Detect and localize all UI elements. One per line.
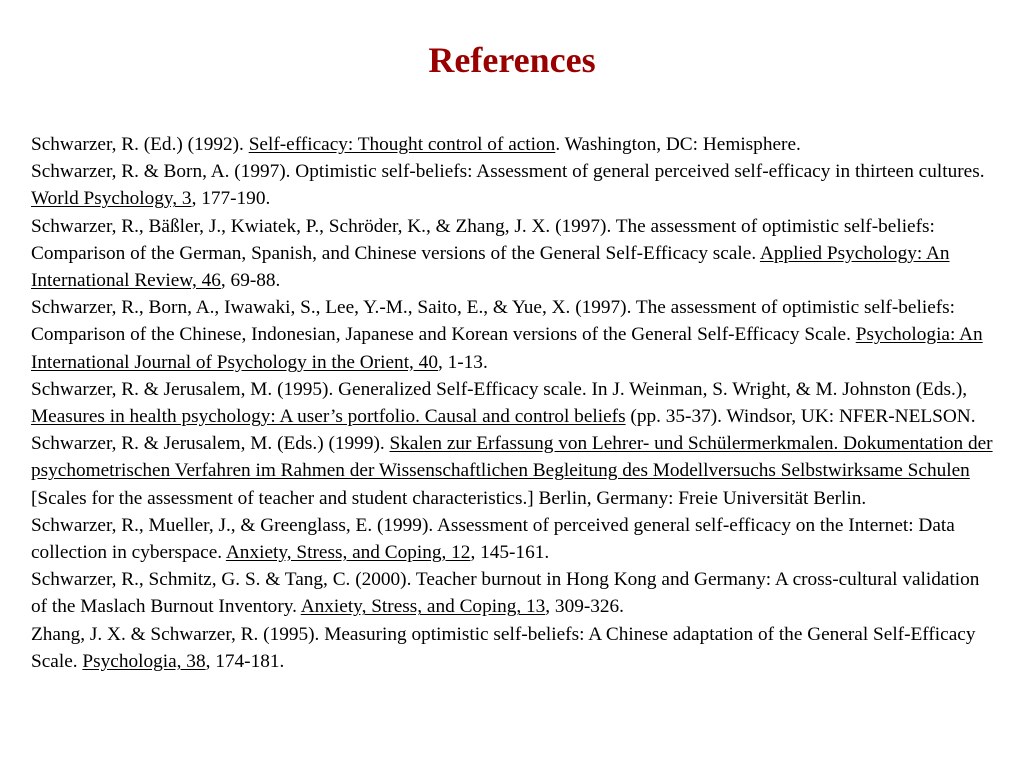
- reference-list: [31, 131, 999, 675]
- reference-source-title: Skalen zur Erfassung von Lehrer- und Schülermerkmalen. Dokumentation der psychometrischen Verfahren im Rahmen der Wissenschaftlichen Begleitung des Modellversuchs Selbstwirksame Schulen: [31, 433, 993, 482]
- reference-text: Zhang, J. X. & Schwarzer, R. (1995). Measuring optimistic self-beliefs: A Chinese adaptation of the General Self-Efficacy Scale.: [31, 623, 976, 672]
- reference-text: , 309-326.: [545, 596, 625, 618]
- reference-text: Schwarzer, R., Schmitz, G. S. & Tang, C. (2000). Teacher burnout in Hong Kong and Germany: A cross-cultural validation of the Maslach Burnout Inventory.: [31, 569, 980, 618]
- reference-item: [31, 512, 999, 566]
- reference-text: Schwarzer, R. & Born, A. (1997). Optimistic self-beliefs: Assessment of general perceived self-efficacy in thirteen cultures.: [31, 161, 985, 183]
- reference-text: , 69-88.: [220, 270, 281, 292]
- reference-item: [31, 621, 999, 675]
- reference-item: [31, 294, 999, 376]
- reference-text: Schwarzer, R. & Jerusalem, M. (1995). Generalized Self-Efficacy scale. In J. Weinman, S. Wright, & M. Johnston (Eds.),: [31, 378, 968, 400]
- reference-source-title: Self-efficacy: Thought control of action: [248, 134, 556, 155]
- page-title: References: [428, 40, 596, 80]
- reference-text: , 174-181.: [205, 650, 285, 672]
- reference-source-title: Anxiety, Stress, and Coping, 12: [225, 542, 471, 564]
- reference-text: Schwarzer, R., Bäßler, J., Kwiatek, P., Schröder, K., & Zhang, J. X. (1997). The assessment of optimistic self-beliefs: Comparison of the German, Spanish, and Chinese versions of the General Self-Efficacy scale.: [31, 215, 935, 264]
- reference-text: (pp. 35-37). Windsor, UK: NFER-NELSON.: [625, 406, 976, 428]
- reference-source-title: Applied Psychology: An International Review, 46: [31, 242, 950, 292]
- reference-text: Schwarzer, R., Mueller, J., & Greenglass, E. (1999). Assessment of perceived general self-efficacy on the Internet: Data collection in cyberspace.: [31, 514, 955, 564]
- reference-source-title: Psychologia: An International Journal of Psychology in the Orient, 40: [31, 324, 983, 373]
- reference-source-title: Psychologia, 38: [82, 650, 206, 672]
- reference-text: , 177-190.: [191, 188, 271, 210]
- reference-text: Schwarzer, R. & Jerusalem, M. (Eds.) (1999).: [31, 433, 390, 455]
- reference-source-title: World Psychology, 3: [31, 188, 192, 210]
- reference-text: . Washington, DC: Hemisphere.: [555, 134, 801, 155]
- reference-item: [31, 430, 999, 512]
- reference-item: [31, 213, 999, 295]
- reference-item: [31, 131, 999, 158]
- reference-text: Schwarzer, R., Born, A., Iwawaki, S., Lee, Y.-M., Saito, E., & Yue, X. (1997). The assessment of optimistic self-beliefs: Comparison of the Chinese, Indonesian, Japanese and Korean versions of the General Self-Efficacy Scale.: [31, 297, 956, 346]
- reference-item: [31, 376, 999, 430]
- reference-text: , 1-13.: [437, 351, 488, 373]
- reference-item: [31, 158, 999, 212]
- reference-text: Schwarzer, R. (Ed.) (1992).: [31, 134, 249, 155]
- reference-item: [31, 566, 999, 620]
- reference-text: [Scales for the assessment of teacher and student characteristics.] Berlin, Germany: Freie Universität Berlin.: [31, 487, 867, 509]
- reference-text: , 145-161.: [470, 542, 550, 564]
- reference-source-title: Anxiety, Stress, and Coping, 13: [300, 596, 546, 618]
- reference-source-title: Measures in health psychology: A user’s portfolio. Causal and control beliefs: [31, 406, 626, 428]
